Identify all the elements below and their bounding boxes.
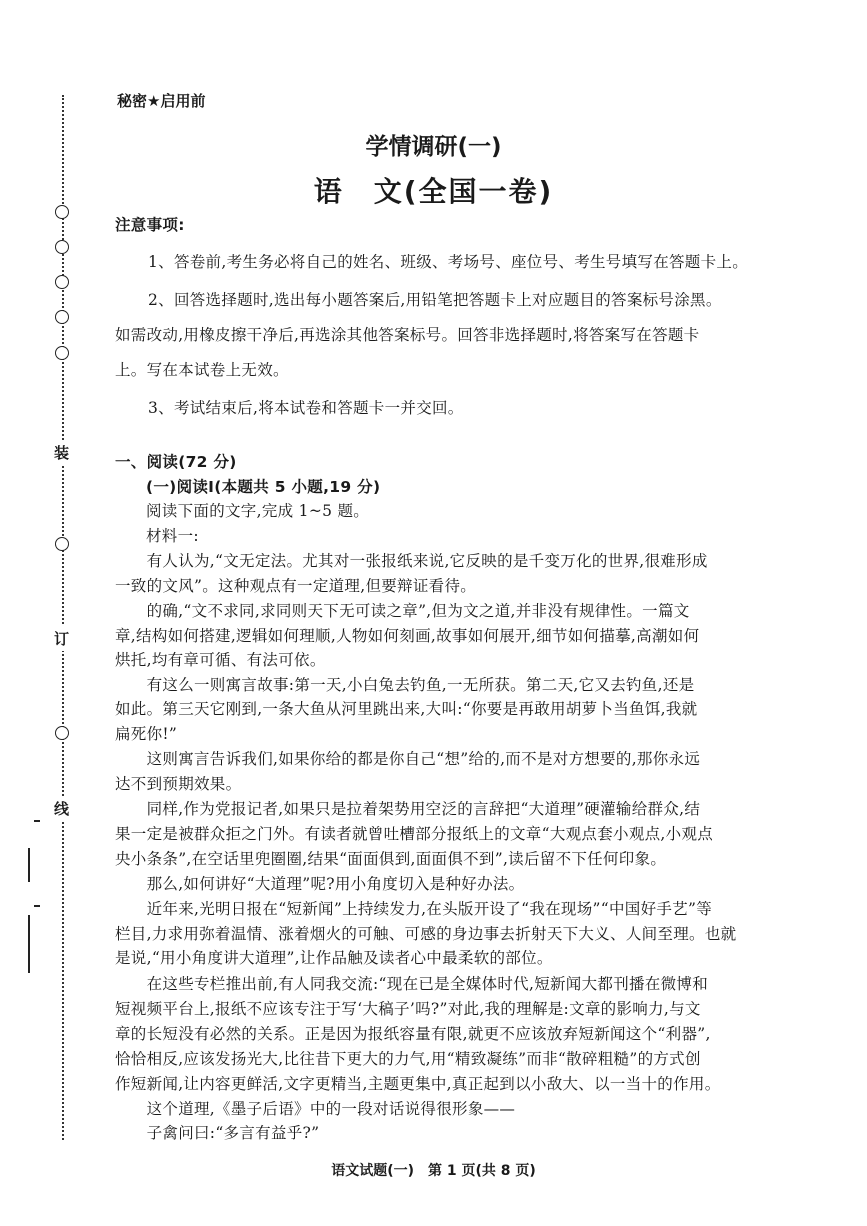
- margin-bracket: [28, 915, 38, 973]
- binding-hole: [55, 346, 69, 360]
- body-line: 果一定是被群众拒之门外。有读者就曾吐槽部分报纸上的文章“大观点套小观点,小观点: [115, 825, 714, 843]
- binding-hole: [55, 275, 69, 289]
- body-line: 有这么一则寓言故事:第一天,小白兔去钓鱼,一无所获。第二天,它又去钓鱼,还是: [115, 676, 695, 694]
- binding-hole: [55, 537, 69, 551]
- body-line: 那么,如何讲好“大道理”呢?用小角度切入是种好办法。: [115, 875, 525, 893]
- body-line: 是说,“用小角度讲大道理”,让作品触及读者心中最柔软的部位。: [115, 949, 553, 967]
- body-line: 章的长短没有必然的关系。正是因为报纸容量有限,就更不应该放弃短新闻这个“利器”,: [115, 1025, 711, 1043]
- body-line: 烘托,均有章可循、有法可依。: [115, 651, 326, 669]
- body-line: 短视频平台上,报纸不应该专注于写‘大稿子’吗?”对此,我的理解是:文章的影响力,与文: [115, 1000, 701, 1018]
- body-line: 栏目,力求用弥着温情、涨着烟火的可触、可感的身边事去折射天下大义、人间至理。也就: [115, 925, 737, 943]
- page-footer: 语文试题(一) 第 1 页(共 8 页): [331, 1163, 536, 1179]
- binding-hole: [55, 310, 69, 324]
- binding-label-ding: 订: [54, 626, 69, 651]
- material-label: 材料一:: [146, 527, 199, 545]
- exam-subject: 语 文(全国一卷): [313, 175, 554, 208]
- notice-item-2-line-2: 如需改动,用橡皮擦干净后,再选涂其他答案标号。回答非选择题时,将答案写在答题卡: [115, 326, 700, 344]
- body-line: 在这些专栏推出前,有人同我交流:“现在已是全媒体时代,短新闻大都刊播在微博和: [115, 975, 709, 993]
- body-line: 章,结构如何搭建,逻辑如何理顺,人物如何刻画,故事如何展开,细节如何描摹,高潮如何: [115, 627, 700, 645]
- notice-item-3: 3、考试结束后,将本试卷和答题卡一并交回。: [148, 399, 464, 417]
- instruction: 阅读下面的文字,完成 1~5 题。: [146, 502, 370, 520]
- binding-hole: [55, 240, 69, 254]
- subsection-heading: (一)阅读Ⅰ(本题共 5 小题,19 分): [146, 478, 381, 496]
- binding-hole: [55, 726, 69, 740]
- body-line: 一致的文风”。这种观点有一定道理,但要辩证看待。: [115, 577, 477, 595]
- notice-item-2-line-1: 2、回答选择题时,选出每小题答案后,用铅笔把答题卡上对应题目的答案标号涂黑。: [148, 291, 722, 309]
- body-line: 作短新闻,让内容更鲜活,文字更精当,主题更集中,真正起到以小敌大、以一当十的作用。: [115, 1075, 721, 1093]
- body-line: 这个道理,《墨子后语》中的一段对话说得很形象——: [115, 1100, 516, 1118]
- margin-tick: [34, 820, 40, 822]
- body-line: 同样,作为党报记者,如果只是拉着架势用空泛的言辞把“大道理”硬灌输给群众,结: [115, 800, 701, 818]
- margin-tick: [34, 905, 40, 907]
- body-line: 近年来,光明日报在“短新闻”上持续发力,在头版开设了“我在现场”“中国好手艺”等: [115, 900, 713, 918]
- margin-bracket: [28, 848, 38, 882]
- body-line: 央小条条”,在空话里兜圈圈,结果“面面俱到,面面俱不到”,读后留不下任何印象。: [115, 850, 667, 868]
- body-line: 有人认为,“文无定法。尤其对一张报纸来说,它反映的是千变万化的世界,很难形成: [115, 552, 708, 570]
- binding-label-xian: 线: [54, 796, 69, 821]
- notice-heading: 注意事项:: [115, 216, 185, 234]
- secret-label: 秘密★启用前: [117, 92, 206, 110]
- exam-title: 学情调研(一): [365, 134, 502, 160]
- body-line: 子禽问曰:“多言有益乎?”: [115, 1124, 320, 1142]
- body-line: 扁死你!”: [115, 725, 178, 743]
- body-line: 达不到预期效果。: [115, 775, 242, 793]
- notice-item-2-line-3: 上。写在本试卷上无效。: [115, 361, 289, 379]
- body-line: 这则寓言告诉我们,如果你给的都是你自己“想”给的,而不是对方想要的,那你永远: [115, 750, 701, 768]
- binding-label-zhuang: 装: [54, 440, 69, 465]
- body-line: 恰恰相反,应该发扬光大,比往昔下更大的力气,用“精致凝练”而非“散碎粗糙”的方式创: [115, 1050, 701, 1068]
- section-heading: 一、阅读(72 分): [115, 453, 237, 471]
- notice-item-1: 1、答卷前,考生务必将自己的姓名、班级、考场号、座位号、考生号填写在答题卡上。: [148, 253, 748, 271]
- body-line: 的确,“文不求同,求同则天下无可读之章”,但为文之道,并非没有规律性。一篇文: [115, 602, 690, 620]
- body-line: 如此。第三天它刚到,一条大鱼从河里跳出来,大叫:“你要是再敢用胡萝卜当鱼饵,我就: [115, 700, 698, 718]
